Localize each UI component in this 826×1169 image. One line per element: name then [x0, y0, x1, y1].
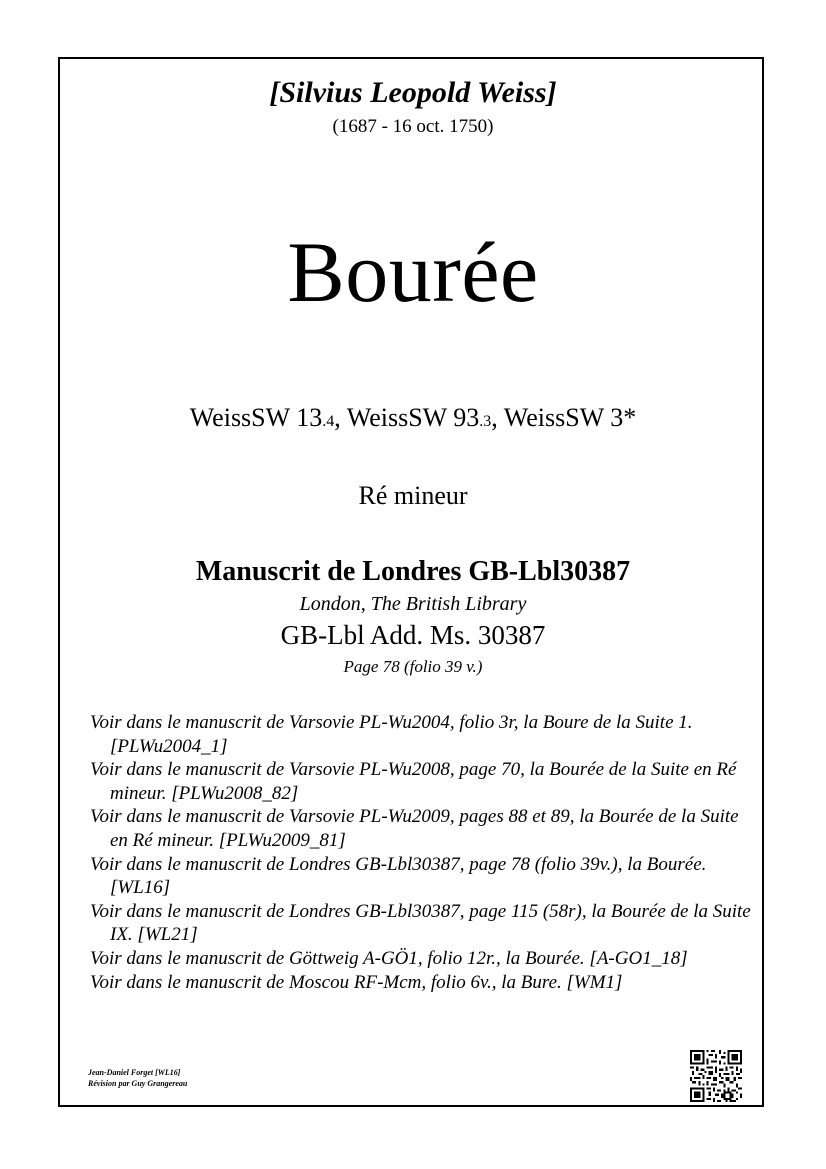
credits-author: Jean-Daniel Forget [WL16]: [88, 1068, 181, 1077]
reference-item: Voir dans le manuscrit de Varsovie PL-Wu2004, folio 3r, la Boure de la Suite 1. [PLWu2004_1]: [90, 712, 693, 757]
manuscript-page: Page 78 (folio 39 v.): [343, 657, 483, 676]
reference-item: Voir dans le manuscrit de Varsovie PL-Wu2008, page 70, la Bourée de la Suite en Ré mineur. [PLWu2008_82]: [90, 759, 737, 804]
catalogue-ref-2: , WeissSW 93: [334, 403, 480, 432]
composer-dates: (1687 - 16 oct. 1750): [332, 116, 494, 137]
reference-item: Voir dans le manuscrit de Moscou RF-Mcm, folio 6v., la Bure. [WM1]: [90, 971, 623, 993]
credits: [88, 1067, 187, 1089]
key-signature: Ré mineur: [358, 481, 468, 510]
catalogue-ref-1-sub: .4: [322, 413, 335, 430]
qr-code-icon: [690, 1050, 742, 1102]
composer-name: [Silvius Leopold Weiss]: [269, 76, 557, 109]
reference-list: [90, 711, 760, 994]
reference-item: Voir dans le manuscrit de Londres GB-Lbl30387, page 78 (folio 39v.), la Bourée. [WL16]: [90, 853, 707, 899]
reference-item: Voir dans le manuscrit de Varsovie PL-Wu2009, pages 88 et 89, la Bourée de la Suite en Ré mineur. [PLWu2009_81]: [90, 806, 739, 851]
credits-revision: Révision par Guy Grangereau: [88, 1079, 188, 1088]
catalogue-numbers: [0, 403, 826, 433]
catalogue-ref-2-sub: .3: [479, 413, 492, 430]
manuscript-library: London, The British Library: [299, 593, 527, 615]
manuscript-shelfmark: GB-Lbl Add. Ms. 30387: [280, 620, 546, 650]
catalogue-ref-3: , WeissSW 3*: [491, 403, 637, 432]
reference-item: Voir dans le manuscrit de Londres GB-Lbl30387, page 115 (58r), la Bourée de la Suite IX. [WL21]: [90, 900, 751, 946]
reference-item: Voir dans le manuscrit de Göttweig A-GÖ1, folio 12r., la Bourée. [A-GO1_18]: [90, 947, 688, 969]
manuscript-title: Manuscrit de Londres GB-Lbl30387: [195, 556, 631, 587]
piece-title: Bourée: [287, 224, 539, 320]
catalogue-ref-1: WeissSW 13: [189, 403, 323, 432]
